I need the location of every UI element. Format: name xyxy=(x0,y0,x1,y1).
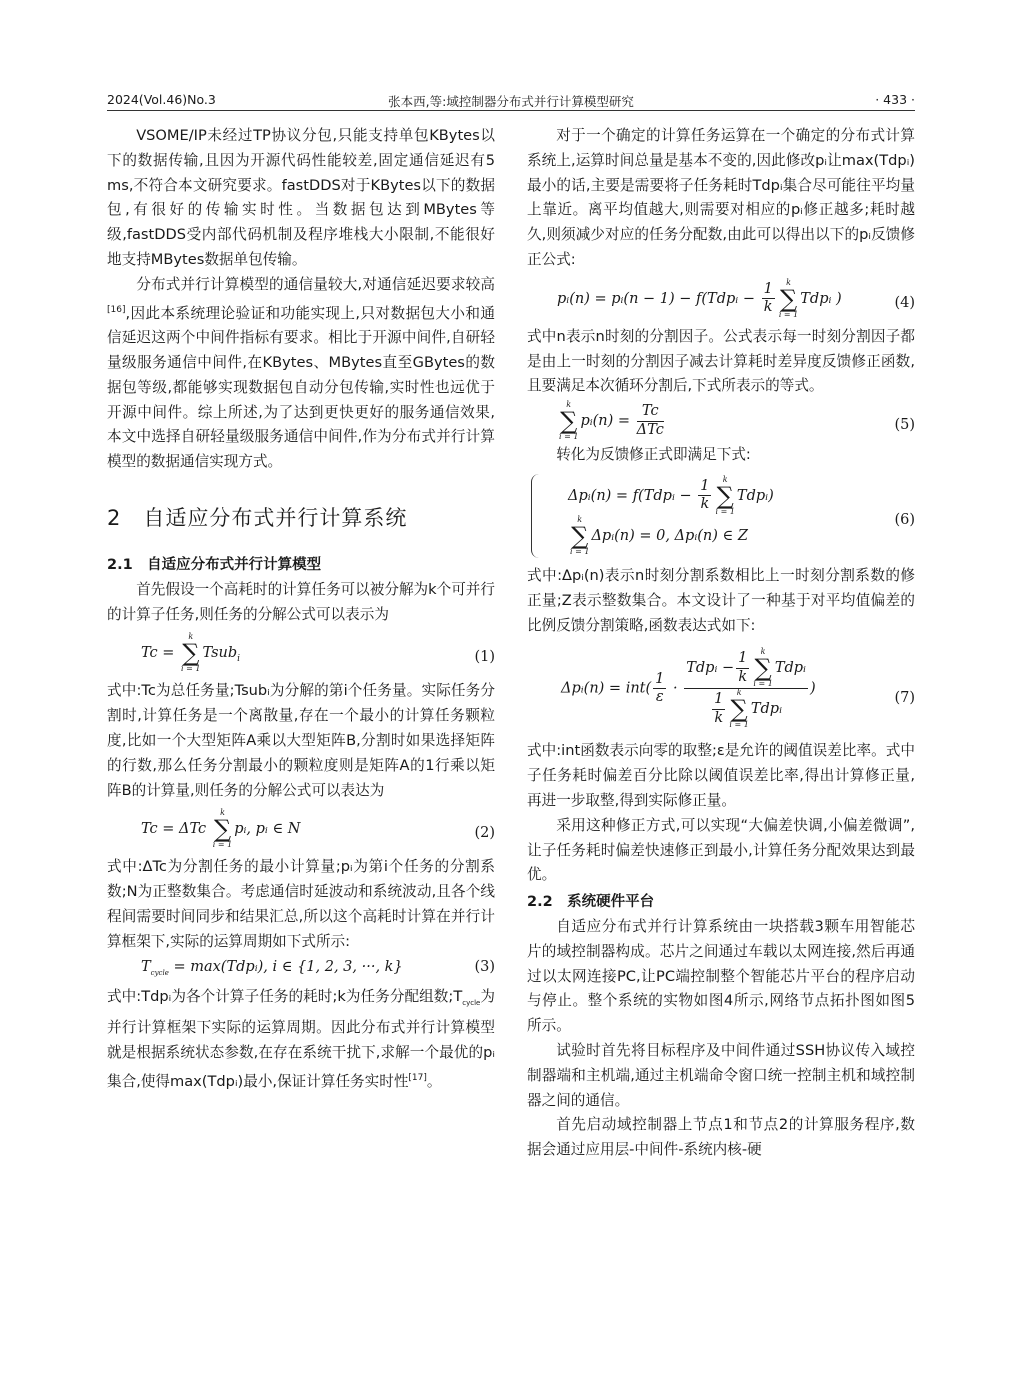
fraction xyxy=(653,671,666,707)
numerator: 1 xyxy=(712,691,725,709)
paragraph: 采用这种修正方式,可以实现“大偏差快调,小偏差微调”,让子任务耗时偏差快速修正到最小,计算任务分配效果达到最优。 xyxy=(527,816,915,884)
sigma-icon: ∑ xyxy=(571,521,589,550)
equation-5 xyxy=(527,401,915,441)
fraction xyxy=(736,650,749,686)
paragraph: 转化为反馈修正式即满足下式: xyxy=(556,446,751,464)
eq-term: Tdpᵢ ) xyxy=(800,290,842,307)
eq-text: Tdpᵢ) xyxy=(736,487,774,504)
denominator: ε xyxy=(655,689,664,706)
eq-term: Tsub xyxy=(202,645,238,662)
text: 。 xyxy=(426,1072,442,1090)
eq-lhs: pᵢ(n) = pᵢ(n − 1) − f(Tdpᵢ − xyxy=(557,290,755,307)
sum-lower: i = 1 xyxy=(559,432,579,442)
denominator: ΔTc xyxy=(636,421,664,438)
right-column xyxy=(527,124,915,1163)
eq-term: pᵢ(n) = xyxy=(580,413,631,430)
sigma-icon: ∑ xyxy=(754,654,772,683)
journal-issue: 2024(Vol.46)No.3 xyxy=(107,92,216,107)
sigma-icon: ∑ xyxy=(182,639,200,668)
paragraph: 首先假设一个高耗时的计算任务可以被分解为k个可并行的计算子任务,则任务的分解公式可以表示为 xyxy=(107,580,495,623)
equation-6 xyxy=(531,474,915,558)
eq-term: pᵢ, pᵢ ∈ N xyxy=(234,821,301,838)
sum-lower: i = 1 xyxy=(778,309,799,319)
numerator: 1 xyxy=(698,478,711,496)
summation xyxy=(181,633,200,673)
sigma-icon: ∑ xyxy=(730,695,748,724)
paragraph: 式中:ΔTc为分割任务的最小计算量;pᵢ为第i个任务的分割系数;N为正整数集合。考虑通信时延波动和系统波动,且各个线程间需要时间同步和结果汇总,所以这个高耗时计算在并行计算框架下,实际的运算周期如下式所示: xyxy=(107,858,495,950)
subsection-heading: 2.1 自适应分布式并行计算模型 xyxy=(107,557,322,574)
numerator: 1 xyxy=(762,281,775,299)
eq-text: ) xyxy=(809,680,816,697)
sigma-icon: ∑ xyxy=(716,481,734,510)
fraction xyxy=(684,648,808,729)
sum-upper: k xyxy=(722,474,728,484)
sum-upper: k xyxy=(760,647,766,657)
summation xyxy=(570,516,589,556)
denominator: k xyxy=(738,668,748,685)
eq-sub: cycle xyxy=(150,968,169,977)
text: ,因此本系统理论验证和功能实现上,只对数据包大小和通信延迟这两个中间件指标有要求。相比于开源中间件,自研轻量级服务通信中间件,在KBytes、MBytes直至GBytes的数据包等级,都能够实现数据包自动分包传输,实时性也远优于开源中间件。综上所述,为了达到更快更好的服务通信效果,本文中选择自研轻量级服务通信中间件,作为分布式并行计算模型的数据通信实现方式。 xyxy=(107,304,495,471)
text: cycle xyxy=(462,999,481,1008)
subsection-heading: 2.2 系统硬件平台 xyxy=(527,894,655,911)
eq-lhs: T xyxy=(141,958,151,975)
eq-text: Tdpᵢ xyxy=(750,701,782,718)
summation xyxy=(715,476,734,516)
eq-line-1 xyxy=(568,476,915,516)
page-number: · 433 · xyxy=(875,92,915,107)
summation xyxy=(753,648,772,688)
paragraph xyxy=(107,985,495,1094)
sigma-icon: ∑ xyxy=(779,284,798,313)
eq-lhs: Δpᵢ(n) = int( xyxy=(561,680,652,697)
summation xyxy=(729,689,748,729)
equation-4 xyxy=(527,279,915,319)
citation[interactable]: [16] xyxy=(107,304,126,315)
equation-3 xyxy=(107,955,495,986)
paragraph: 式中:int函数表示向零的取整;ε是允许的阈值误差比率。式中子任务耗时偏差百分比除以阈值误差比率,得出计算修正量,再进一步取整,得到实际修正量。 xyxy=(527,742,915,809)
paragraph: 式中:Δpᵢ(n)表示n时刻分割系数相比上一时刻分割系数的修正量;Z表示整数集合。本文设计了一种基于对平均值偏差的比例反馈分割策略,函数表达式如下: xyxy=(527,566,915,634)
eq-text: Δpᵢ(n) = f(Tdpᵢ − xyxy=(568,487,692,504)
sum-lower: i = 1 xyxy=(181,664,201,674)
section-heading: 2 自适应分布式并行计算系统 xyxy=(107,506,408,531)
text: 式中:Tdpᵢ为各个计算子任务的耗时;k为任务分配组数;T xyxy=(107,988,463,1006)
denominator: k xyxy=(763,299,773,316)
numerator: Tc xyxy=(637,403,664,421)
equation-number: (6) xyxy=(894,511,915,528)
equation-number: (3) xyxy=(474,958,495,975)
left-column xyxy=(107,124,495,1094)
sum-upper: k xyxy=(220,808,225,818)
fraction xyxy=(762,281,775,317)
paragraph xyxy=(107,273,495,475)
eq-text: Tdpᵢ − xyxy=(686,660,735,677)
sum-lower: i = 1 xyxy=(715,506,735,516)
paragraph: 自适应分布式并行计算系统由一块搭载3颗车用智能芯片的域控制器构成。芯片之间通过车载以太网连接,然后再通过以太网连接PC,让PC端控制整个智能芯片平台的程序启动与停止。整个系统的实物如图4所示,网络节点拓扑图如图5所示。 xyxy=(527,917,915,1035)
summation xyxy=(213,809,232,849)
sigma-icon: ∑ xyxy=(560,407,578,436)
sigma-icon: ∑ xyxy=(213,815,232,844)
equation-7 xyxy=(527,648,915,729)
eq-rest: = max(Tdpᵢ), i ∈ {1, 2, 3, ···, k} xyxy=(168,958,403,975)
summation xyxy=(559,401,578,441)
equation-2 xyxy=(107,809,495,849)
equation-number: (2) xyxy=(474,825,495,842)
sum-upper: k xyxy=(188,632,194,642)
running-header xyxy=(107,90,915,110)
paragraph: 对于一个确定的计算任务运算在一个确定的分布式计算系统上,运算时间总量是基本不变的,因此修改pᵢ让max(Tdpᵢ)最小的话,主要是需要将子任务耗时Tdpᵢ集合尽可能往平均量上靠近。离平均值越大,则需要对相应的pᵢ修正越多;耗时越久,则须减少对应的任务分配数,由此可以得出以下的pᵢ反馈修正公式: xyxy=(527,127,915,268)
sum-lower: i = 1 xyxy=(570,546,590,556)
fraction xyxy=(637,403,664,439)
denominator: k xyxy=(714,709,724,726)
eq-lhs: Tc = ΔTc xyxy=(141,821,207,838)
sum-upper: k xyxy=(786,277,791,287)
sum-lower: i = 1 xyxy=(212,840,233,850)
paragraph: 试验时首先将目标程序及中间件通过SSH协议传入域控制器端和主机端,通过主机端命令窗口统一控制主机和域控制器之间的通信。 xyxy=(527,1041,915,1109)
equation-1 xyxy=(107,633,495,673)
sum-upper: k xyxy=(736,688,742,698)
eq-text: Δpᵢ(n) = 0, Δpᵢ(n) ∈ Z xyxy=(591,527,748,544)
equation-number: (5) xyxy=(894,417,915,434)
equation-number: (1) xyxy=(474,649,495,666)
citation[interactable]: [17] xyxy=(408,1072,427,1083)
fraction xyxy=(698,478,711,514)
sum-lower: i = 1 xyxy=(753,679,773,689)
paragraph: 式中:Tc为总任务量;Tsubᵢ为分解的第i个任务量。实际任务分割时,计算任务是一个离散量,存在一个最小的计算任务颗粒度,比如一个大型矩阵A乘以大型矩阵B,分割时如果选择矩阵的行数,那么任务分割最小的颗粒度则是矩阵A的1行乘以矩阵B的计算量,则任务的分解公式可以表达为 xyxy=(107,682,495,799)
equation-number: (4) xyxy=(894,294,915,311)
paragraph: VSOME/IP未经过TP协议分包,只能支持单包KBytes以下的数据传输,且因为开源代码性能较差,固定通信延迟有5 ms,不符合本文研究要求。fastDDS对于KBytes以下的数据包,有很好的传输实时性。当数据包达到MBytes等级,fastDDS受内部代码机制及程序堆栈大小限制,不能很好地支持MBytes数据单包传输。 xyxy=(107,127,495,268)
sum-upper: k xyxy=(566,400,572,410)
eq-lhs: Tc = xyxy=(141,645,175,662)
denominator xyxy=(684,689,808,729)
paragraph: 首先启动域控制器上节点1和节点2的计算服务程序,数据会通过应用层-中间件-系统内核-硬 xyxy=(527,1116,915,1159)
numerator xyxy=(684,648,808,689)
sum-lower: i = 1 xyxy=(729,720,749,730)
header-rule xyxy=(107,110,915,111)
numerator: 1 xyxy=(736,650,749,668)
text: 分布式并行计算模型的通信量较大,对通信延迟要求较高 xyxy=(136,275,495,293)
summation xyxy=(779,279,798,319)
eq-line-2 xyxy=(568,516,915,556)
numerator: 1 xyxy=(653,671,666,689)
text: 为并行计算框架下实际的运算周期。因此分布式并行计算模型就是根据系统状态参数,在存在系统干扰下,求解一个最优的pᵢ集合,使得max(Tdpᵢ)最小,保证计算任务实时性 xyxy=(107,988,495,1090)
fraction xyxy=(712,691,725,727)
paragraph: 式中n表示n时刻的分割因子。公式表示每一时刻分割因子都是由上一时刻的分割因子减去计算耗时差异度反馈修正函数,且要满足本次循环分割后,下式所表示的等式。 xyxy=(527,327,915,395)
eq-text: Tdpᵢ xyxy=(774,660,806,677)
sum-upper: k xyxy=(577,514,583,524)
denominator: k xyxy=(700,496,710,513)
running-title: 张本西,等:域控制器分布式并行计算模型研究 xyxy=(388,94,634,109)
equation-number: (7) xyxy=(894,690,915,707)
eq-sub: i xyxy=(237,654,241,665)
dot-operator: · xyxy=(673,680,678,697)
